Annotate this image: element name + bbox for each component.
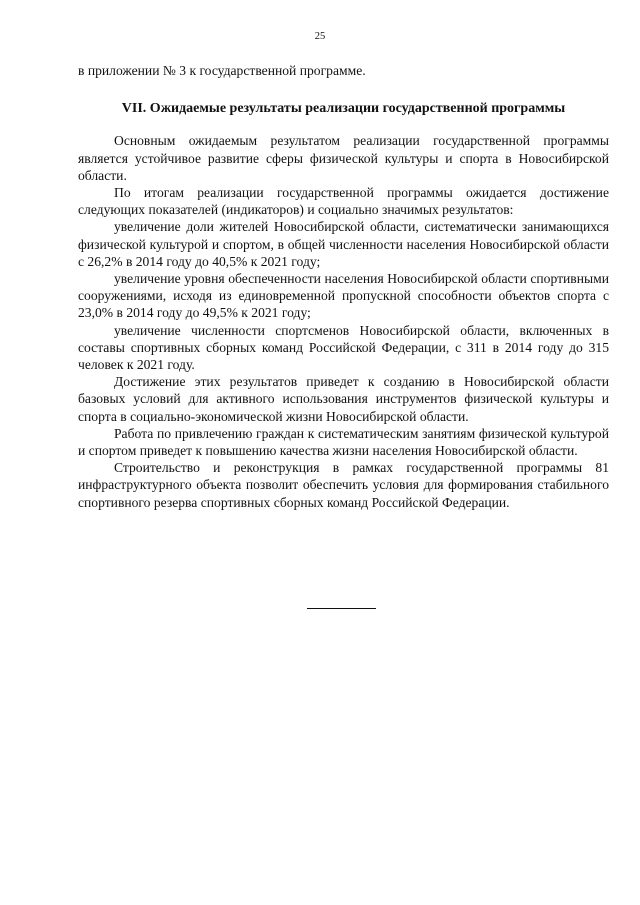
end-rule [307, 608, 376, 609]
continuation-line: в приложении № 3 к государственной программе. [78, 63, 366, 78]
page-number: 25 [314, 31, 326, 42]
paragraph-main-result: Основным ожидаемым результатом реализации государственной программы является устойчивое развитие сферы физической культуры и спорта в Новосибирской области. [78, 133, 609, 183]
paragraph-indicator-athletes: увеличение численности спортсменов Новосибирской области, включенных в составы спортивных сборных команд Российской Федерации, с 311 в 2014 году до 315 человек к 2021 году. [78, 322, 609, 373]
paragraph-indicators-intro: По итогам реализации государственной программы ожидается достижение следующих показателей (индикаторов) и социально значимых результатов: [78, 185, 609, 218]
paragraph-indicator-population-share: увеличение доли жителей Новосибирской области, систематически занимающихся физической культурой и спортом, в общей численности населения Новосибирской области с 26,2% в 2014 году до 40,5% к 2021 году; [78, 219, 609, 269]
document-body [78, 62, 609, 511]
paragraph-infrastructure: Строительство и реконструкция в рамках государственной программы 81 инфраструктурного объекта позволит обеспечить условия для формирования стабильного спортивного резерва спортивных сборных команд Российской Федерации. [78, 460, 609, 510]
paragraph-base-conditions: Достижение этих результатов приведет к созданию в Новосибирской области базовых условий для активного использования инструментов физической культуры и спорта в социально-экономической жизни Новосибирской области. [78, 374, 609, 424]
paragraph-quality-of-life: Работа по привлечению граждан к систематическим занятиям физической культурой и спортом приведет к повышению качества жизни населения Новосибирской области. [78, 425, 609, 459]
paragraph-indicator-facilities: увеличение уровня обеспеченности населения Новосибирской области спортивными сооружениями, исходя из единовременной пропускной способности объектов спорта с 23,0% в 2014 году до 49,5% к 2021 году; [78, 271, 609, 321]
section-heading: VII. Ожидаемые результаты реализации государственной программы [121, 101, 566, 117]
